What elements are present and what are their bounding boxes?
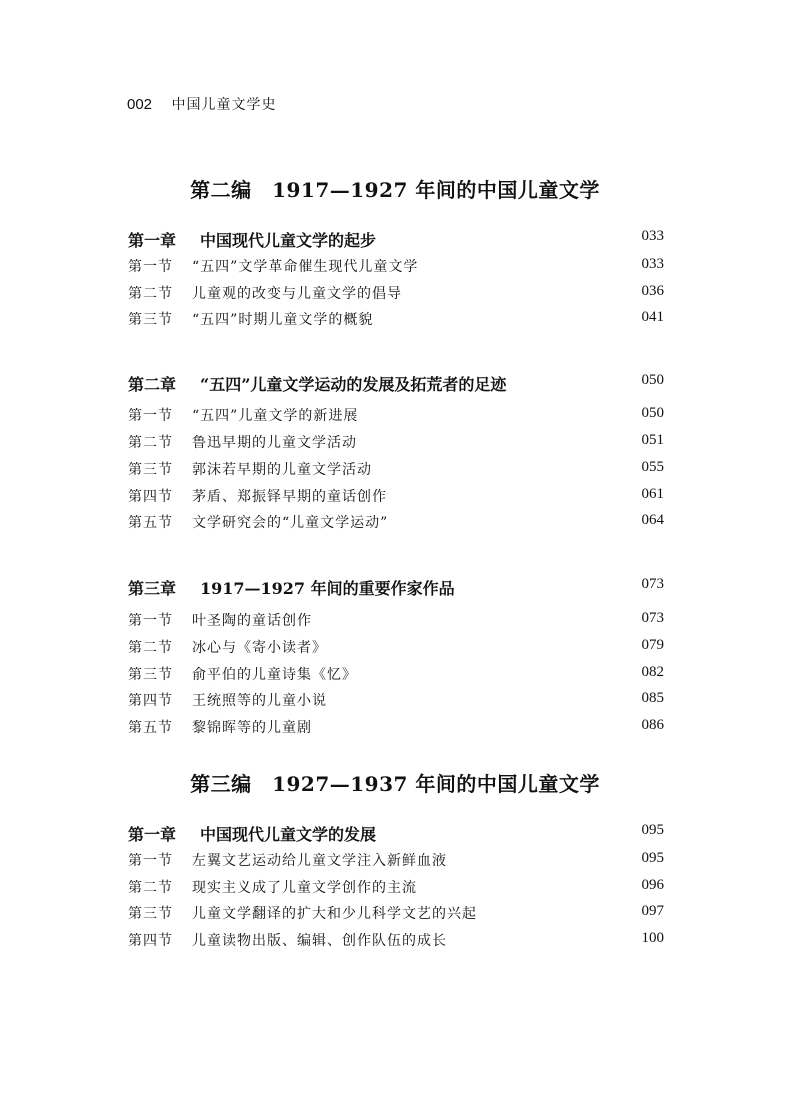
section-label: 第二节 [128, 286, 173, 302]
chapter-title: 中国现代儿童文学的发展 [200, 825, 377, 844]
page-ref: 041 [641, 309, 664, 325]
section-label: 第三节 [128, 312, 173, 328]
page-ref: 079 [641, 637, 664, 653]
section-title: 鲁迅早期的儿童文学活动 [192, 435, 357, 451]
section-label: 第四节 [128, 489, 173, 505]
section-title: 叶圣陶的童话创作 [192, 613, 312, 629]
section-label: 第五节 [128, 515, 173, 531]
section-title: 左翼文艺运动给儿童文学注入新鲜血液 [192, 853, 447, 869]
toc-section[interactable] [128, 256, 664, 278]
part-title: 第三编 1927—1937 年间的中国儿童文学 [190, 772, 600, 796]
section-label: 第一节 [128, 853, 173, 869]
section-label: 第三节 [128, 906, 173, 922]
section-label: 第二节 [128, 640, 173, 656]
section-label: 第一节 [128, 259, 173, 275]
chapter-label: 第三章 [128, 579, 177, 598]
toc-section[interactable] [128, 930, 664, 952]
toc-section[interactable] [128, 512, 664, 534]
page-ref: 033 [641, 256, 664, 272]
section-label: 第三节 [128, 462, 173, 478]
toc-section[interactable] [128, 664, 664, 686]
toc-section[interactable] [128, 877, 664, 899]
page-ref: 082 [641, 664, 664, 680]
book-title: 中国儿童文学史 [171, 97, 277, 113]
toc-section[interactable] [128, 690, 664, 712]
section-title: 儿童观的改变与儿童文学的倡导 [192, 286, 402, 302]
running-header [127, 94, 276, 114]
toc-section[interactable] [128, 903, 664, 925]
section-title: 黎锦晖等的儿童剧 [192, 720, 312, 736]
chapter-title: 1917—1927 年间的重要作家作品 [200, 579, 455, 598]
page-ref: 095 [641, 822, 664, 838]
page-ref: 055 [641, 459, 664, 475]
toc-section[interactable] [128, 486, 664, 508]
page-ref: 033 [641, 228, 664, 244]
page-ref: 095 [641, 850, 664, 866]
page-ref: 086 [641, 717, 664, 733]
page-ref: 064 [641, 512, 664, 528]
page-ref: 073 [641, 610, 664, 626]
toc-section[interactable] [128, 610, 664, 632]
section-title: 冰心与《寄小读者》 [192, 640, 327, 656]
section-title: 现实主义成了儿童文学创作的主流 [192, 880, 417, 896]
toc-section[interactable] [128, 850, 664, 872]
page-ref: 051 [641, 432, 664, 448]
section-label: 第五节 [128, 720, 173, 736]
page-ref: 100 [641, 930, 664, 946]
toc-section[interactable] [128, 637, 664, 659]
page-ref: 050 [641, 405, 664, 421]
page-ref: 073 [641, 576, 664, 592]
page-ref: 085 [641, 690, 664, 706]
section-label: 第二节 [128, 435, 173, 451]
page-ref: 036 [641, 283, 664, 299]
page-ref: 050 [641, 372, 664, 388]
part-title: 第二编 1917—1927 年间的中国儿童文学 [190, 178, 600, 202]
section-label: 第一节 [128, 613, 173, 629]
section-title: “五四”儿童文学的新进展 [192, 408, 359, 424]
page-number: 002 [127, 96, 153, 113]
section-label: 第四节 [128, 693, 173, 709]
section-label: 第二节 [128, 880, 173, 896]
toc-section[interactable] [128, 405, 664, 427]
section-title: 儿童文学翻译的扩大和少儿科学文艺的兴起 [192, 906, 477, 922]
section-label: 第四节 [128, 933, 173, 949]
chapter-label: 第二章 [128, 375, 177, 394]
section-title: 文学研究会的“儿童文学运动” [192, 515, 389, 531]
toc-section[interactable] [128, 309, 664, 331]
chapter-title: 中国现代儿童文学的起步 [200, 231, 377, 250]
section-title: “五四”文学革命催生现代儿童文学 [192, 259, 419, 275]
chapter-label: 第一章 [128, 231, 177, 250]
section-title: 郭沫若早期的儿童文学活动 [192, 462, 372, 478]
section-title: 俞平伯的儿童诗集《忆》 [192, 667, 357, 683]
section-title: 茅盾、郑振铎早期的童话创作 [192, 489, 387, 505]
toc-section[interactable] [128, 283, 664, 305]
toc-section[interactable] [128, 459, 664, 481]
chapter-label: 第一章 [128, 825, 177, 844]
toc-section[interactable] [128, 717, 664, 739]
section-title: “五四”时期儿童文学的概貌 [192, 312, 374, 328]
section-title: 王统照等的儿童小说 [192, 693, 327, 709]
section-label: 第三节 [128, 667, 173, 683]
page-ref: 097 [641, 903, 664, 919]
section-label: 第一节 [128, 408, 173, 424]
chapter-title: “五四”儿童文学运动的发展及拓荒者的足迹 [200, 375, 507, 394]
page-ref: 096 [641, 877, 664, 893]
toc-section[interactable] [128, 432, 664, 454]
page-ref: 061 [641, 486, 664, 502]
section-title: 儿童读物出版、编辑、创作队伍的成长 [192, 933, 447, 949]
